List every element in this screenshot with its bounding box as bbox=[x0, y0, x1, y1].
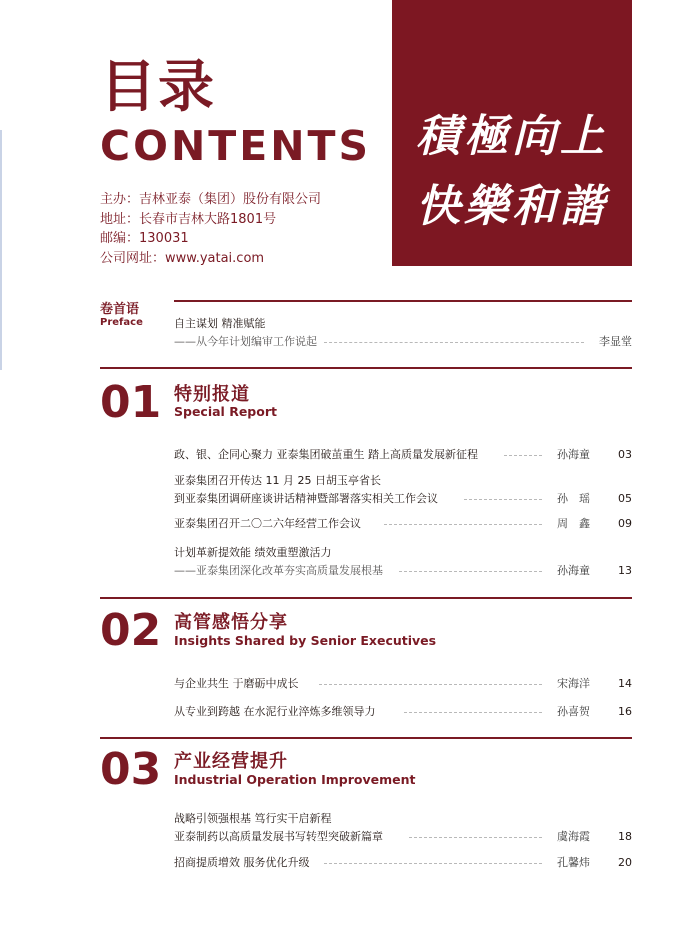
leader-dots bbox=[384, 524, 542, 525]
left-edge-bar bbox=[0, 130, 2, 370]
page-title-cn: 目录 bbox=[100, 55, 216, 120]
entry-page: 16 bbox=[618, 705, 632, 718]
leader-dots bbox=[324, 342, 584, 343]
entry-page: 03 bbox=[618, 448, 632, 461]
section-01-title-cn: 特别报道 bbox=[174, 384, 250, 405]
preface-rule bbox=[174, 300, 632, 302]
info-postcode: 邮编：130031 bbox=[100, 231, 189, 246]
entry-page: 20 bbox=[618, 856, 632, 869]
entry-author: 孙海童 bbox=[554, 562, 590, 580]
entry-author: 周 鑫 bbox=[554, 515, 590, 533]
section-02-entry-2[interactable] bbox=[174, 703, 632, 721]
leader-dots bbox=[319, 684, 542, 685]
preface-entry-subtitle: ——从今年计划编审工作说起 bbox=[174, 335, 321, 348]
entry-page: 14 bbox=[618, 677, 632, 690]
section-01-entry-3[interactable] bbox=[174, 515, 632, 533]
section-02-rule bbox=[100, 597, 632, 599]
entry-page: 18 bbox=[618, 830, 632, 843]
section-01-title-en: Special Report bbox=[174, 404, 277, 419]
section-03-entry-2[interactable] bbox=[174, 854, 632, 872]
entry-title: 计划革新提效能 绩效重塑激活力 bbox=[174, 546, 336, 559]
entry-author: 孙喜贺 bbox=[554, 703, 590, 721]
entry-author: 孙 瑶 bbox=[554, 490, 590, 508]
entry-title: 与企业共生 于磨砺中成长 bbox=[174, 677, 303, 690]
section-02-title-cn: 高管感悟分享 bbox=[174, 612, 288, 633]
entry-author: 孔馨炜 bbox=[554, 854, 590, 872]
leader-dots bbox=[399, 571, 542, 572]
preface-title-cn: 卷首语 bbox=[100, 302, 140, 317]
entry-author: 虞海霞 bbox=[554, 828, 590, 846]
entry-title: 亚泰集团召开二〇二六年经营工作会议 bbox=[174, 517, 365, 530]
section-03-entry-1[interactable] bbox=[174, 810, 632, 846]
entry-title-line2: 到亚泰集团调研座谈讲话精神暨部署落实相关工作会议 bbox=[174, 492, 442, 505]
section-03-title-cn: 产业经营提升 bbox=[174, 751, 288, 772]
entry-title: 战略引领强根基 笃行实干启新程 bbox=[174, 812, 336, 825]
entry-page: 09 bbox=[618, 517, 632, 530]
section-02-entry-1[interactable] bbox=[174, 675, 632, 693]
entry-author: 孙海童 bbox=[554, 446, 590, 464]
entry-author: 宋海洋 bbox=[554, 675, 590, 693]
section-01-number: 01 bbox=[100, 377, 162, 428]
entry-title-line2: 亚泰制药以高质量发展书写转型突破新篇章 bbox=[174, 830, 387, 843]
leader-dots bbox=[409, 837, 542, 838]
entry-title: 从专业到跨越 在水泥行业淬炼多维领导力 bbox=[174, 705, 380, 718]
section-02-title-en: Insights Shared by Senior Executives bbox=[174, 633, 437, 648]
section-03-rule bbox=[100, 737, 632, 739]
section-02-number: 02 bbox=[100, 605, 162, 656]
info-website[interactable]: 公司网址：www.yatai.com bbox=[100, 250, 265, 266]
section-01-rule bbox=[100, 367, 632, 369]
entry-title: 亚泰集团召开传达 11 月 25 日胡玉亭省长 bbox=[174, 474, 385, 487]
publisher-info bbox=[100, 190, 321, 268]
entry-title: 政、银、企同心聚力 亚泰集团破茧重生 踏上高质量发展新征程 bbox=[174, 448, 482, 461]
page-title-en: CONTENTS bbox=[100, 122, 372, 170]
calligraphy-panel bbox=[392, 0, 632, 266]
leader-dots bbox=[404, 712, 542, 713]
preface-entry[interactable] bbox=[174, 315, 632, 351]
preface-title-en: Preface bbox=[100, 317, 143, 328]
entry-page: 05 bbox=[618, 492, 632, 505]
section-01-entry-4[interactable] bbox=[174, 544, 632, 580]
entry-title: 招商提质增效 服务优化升级 bbox=[174, 856, 314, 869]
entry-title-line2: ——亚泰集团深化改革夯实高质量发展根基 bbox=[174, 564, 387, 577]
leader-dots bbox=[464, 499, 542, 500]
info-address: 地址：长春市吉林大路1801号 bbox=[100, 211, 277, 227]
leader-dots bbox=[504, 455, 542, 456]
preface-entry-title: 自主谋划 精准赋能 bbox=[174, 317, 270, 330]
section-03-title-en: Industrial Operation Improvement bbox=[174, 772, 416, 787]
section-01-entry-1[interactable] bbox=[174, 446, 632, 464]
leader-dots bbox=[324, 863, 542, 864]
info-organizer: 主办：吉林亚泰（集团）股份有限公司 bbox=[100, 192, 322, 207]
calligraphy-line-2: 快樂和諧 bbox=[416, 181, 608, 232]
section-01-entry-2[interactable] bbox=[174, 472, 632, 508]
entry-page: 13 bbox=[618, 564, 632, 577]
section-03-number: 03 bbox=[100, 744, 162, 795]
calligraphy-line-1: 積極向上 bbox=[416, 111, 608, 162]
preface-author: 李显堂 bbox=[596, 333, 632, 351]
